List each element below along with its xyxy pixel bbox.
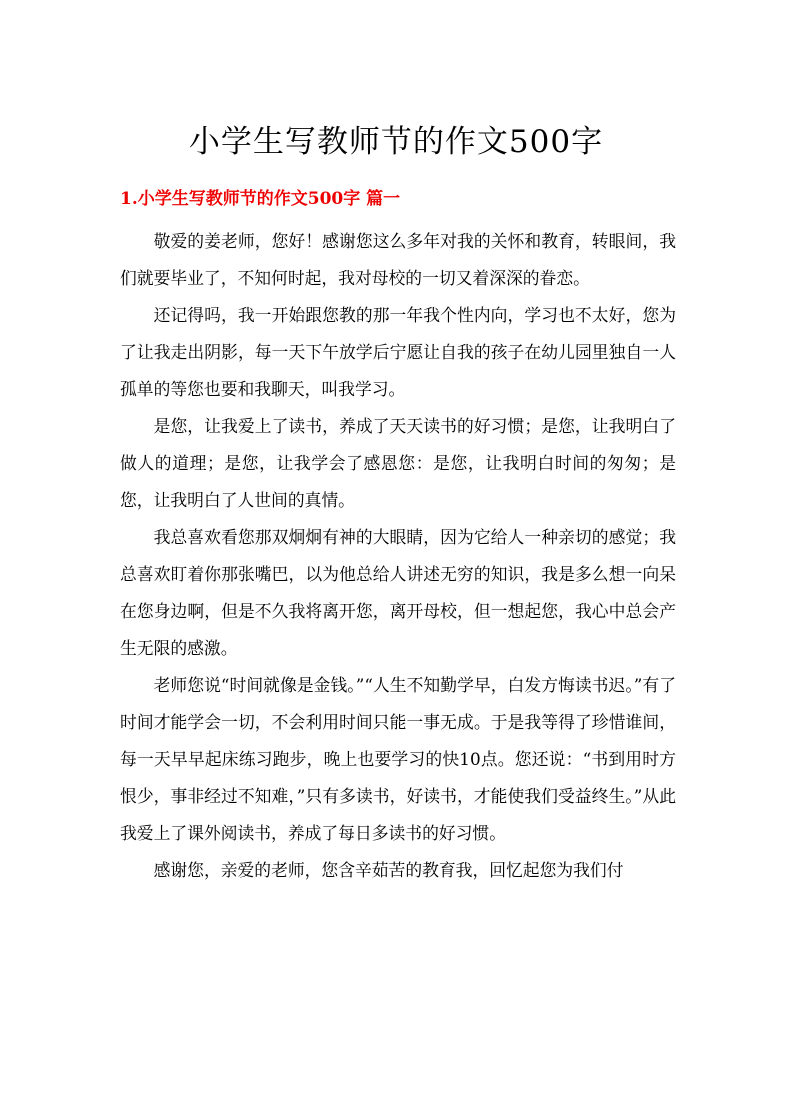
paragraph-3: 是您，让我爱上了读书，养成了天天读书的好习惯；是您，让我明白了做人的道理；是您，让我学会了感恩您：是您，让我明白时间的匆匆；是您，让我明白了人世间的真情。 (120, 416, 676, 510)
document-title: 小学生写教师节的作文500字 (188, 124, 604, 160)
body-text (120, 223, 676, 889)
paragraph-6: 感谢您，亲爱的老师，您含辛茹苦的教育我，回忆起您为我们付 (153, 860, 624, 880)
paragraph-2: 还记得吗，我一开始跟您教的那一年我个性内向，学习也不太好，您为了让我走出阴影，每一天下午放学后宁愿让自我的孩子在幼儿园里独自一人孤单的等您也要和我聊天，叫我学习。 (120, 305, 676, 399)
paragraph-1: 敬爱的姜老师，您好！感谢您这么多年对我的关怀和教育，转眼间，我们就要毕业了，不知何时起，我对母校的一切又着深深的眷恋。 (120, 231, 676, 288)
section-heading: 1.小学生写教师节的作文500字 篇一 (120, 189, 401, 209)
paragraph-5: 老师您说“时间就像是金钱。”“人生不知勤学早，白发方悔读书迟。”有了时间才能学会一切，不会利用时间只能一事无成。于是我等得了珍惜谁间，每一天早早起床练习跑步，晚上也要学习的快10点。您还说：“书到用时方恨少，事非经过不知难，”只有多读书，好读书，才能使我们受益终生。”从此我爱上了课外阅读书，养成了每日多读书的好习惯。 (120, 675, 676, 843)
paragraph-4: 我总喜欢看您那双炯炯有神的大眼睛，因为它给人一种亲切的感觉；我总喜欢盯着你那张嘴巴，以为他总给人讲述无穷的知识，我是多么想一向呆在您身边啊，但是不久我将离开您，离开母校，但一想起您，我心中总会产生无限的感激。 (120, 527, 676, 658)
